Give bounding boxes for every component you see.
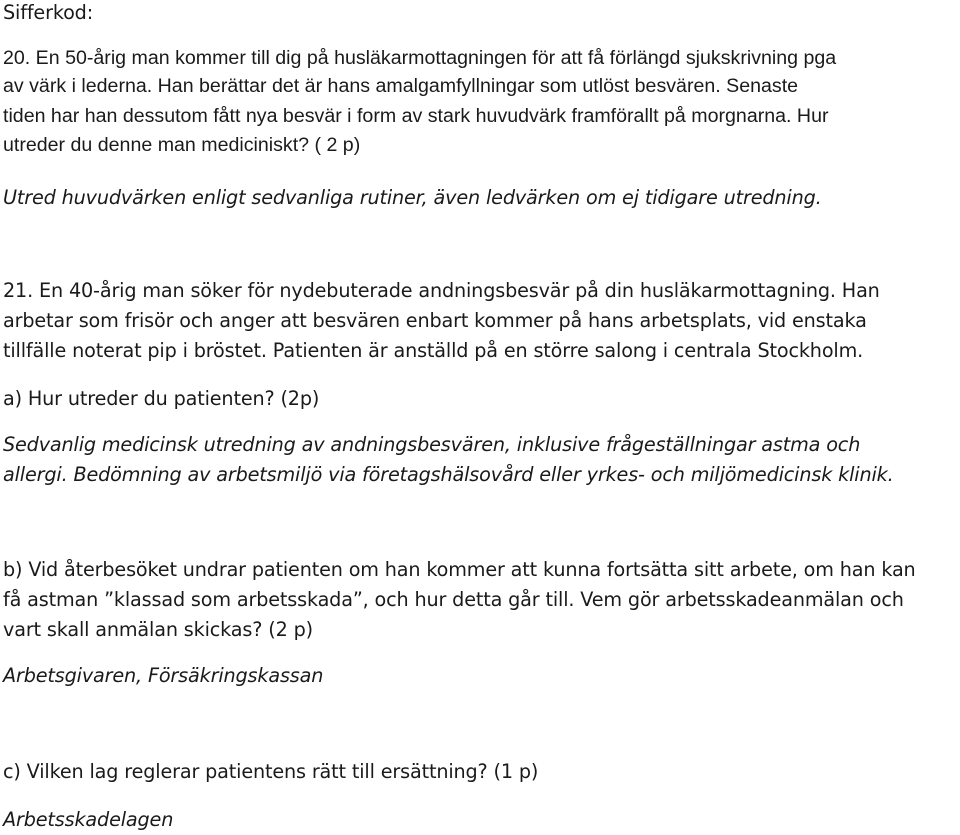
- question-21-line-1: 21. En 40-årig man söker för nydebuterade andningsbesvär på din husläkarmottagning. Han: [3, 279, 880, 302]
- question-21a-answer-line-2: allergi. Bedömning av arbetsmiljö via företagshälsovård eller yrkes- och miljömedicinsk klinik.: [3, 463, 894, 486]
- question-21c-answer: Arbetsskadelagen: [3, 808, 174, 831]
- question-21-line-3: tillfälle noterat pip i bröstet. Patienten är anställd på en större salong i centrala Stockholm.: [3, 339, 864, 362]
- question-20-line-2: av värk i lederna. Han berättar det är hans amalgamfyllningar som utlöst besvären. Senaste: [3, 75, 799, 97]
- question-21b-line-2: få astman ”klassad som arbetsskada”, och hur detta går till. Vem gör arbetsskadeanmälan och: [3, 588, 904, 611]
- question-20-line-3: tiden har han dessutom fått nya besvär i form av stark huvudvärk framförallt på morgnarna. Hur: [3, 105, 829, 127]
- question-21b-answer: Arbetsgivaren, Försäkringskassan: [3, 664, 324, 687]
- question-20-line-1: 20. En 50-årig man kommer till dig på husläkarmottagningen för att få förlängd sjukskrivning pga: [3, 47, 837, 69]
- question-21b-line-1: b) Vid återbesöket undrar patienten om han kommer att kunna fortsätta sitt arbete, om han kan: [3, 558, 916, 581]
- question-21c: c) Vilken lag reglerar patientens rätt till ersättning? (1 p): [3, 760, 539, 783]
- question-21b-line-3: vart skall anmälan skickas? (2 p): [3, 618, 313, 641]
- sifferkod-label: Sifferkod:: [3, 1, 94, 24]
- question-21a: a) Hur utreder du patienten? (2p): [3, 387, 320, 410]
- question-20-line-4: utreder du denne man mediciniskt? ( 2 p): [3, 134, 361, 156]
- question-21a-answer-line-1: Sedvanlig medicinsk utredning av andningsbesvären, inklusive frågeställningar astma och: [3, 433, 861, 456]
- question-21-line-2: arbetar som frisör och anger att besvären enbart kommer på hans arbetsplats, vid enstaka: [3, 309, 867, 332]
- question-20-answer: Utred huvudvärken enligt sedvanliga rutiner, även ledvärken om ej tidigare utredning.: [3, 186, 822, 209]
